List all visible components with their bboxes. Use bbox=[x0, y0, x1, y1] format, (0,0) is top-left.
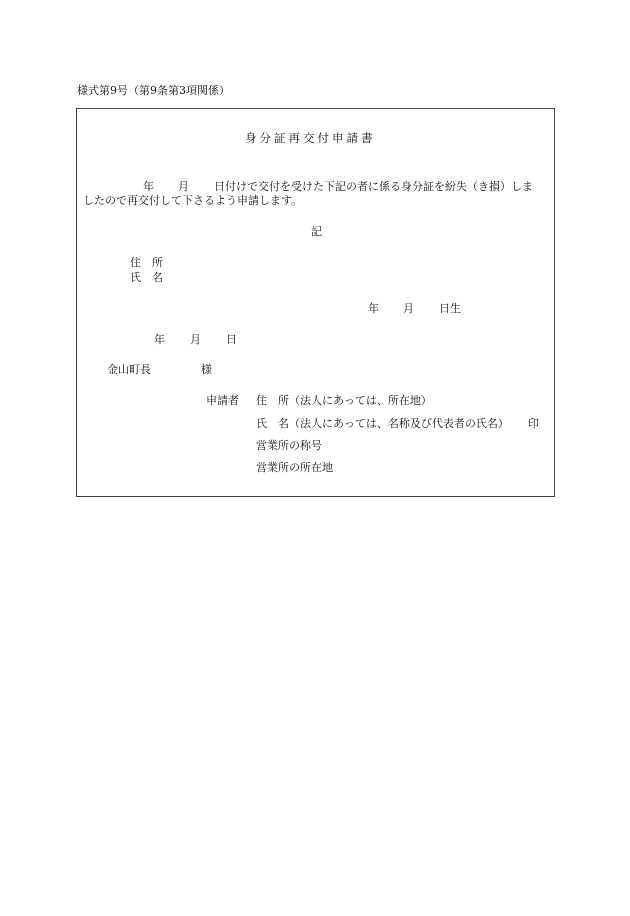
intro-month: 月 bbox=[178, 180, 189, 193]
applicant-name: 氏 名（法人にあっては、名称及び代表者の氏名） bbox=[256, 417, 509, 430]
addressee-honorific: 様 bbox=[201, 363, 212, 376]
applicant-label: 申請者 bbox=[206, 394, 239, 407]
form-title: 身分証再交付申請書 bbox=[245, 131, 376, 145]
office-location: 営業所の所在地 bbox=[256, 461, 333, 474]
subject-name-label: 氏 名 bbox=[130, 271, 163, 284]
applicant-address: 住 所（法人にあっては、所在地） bbox=[256, 394, 432, 407]
seal-mark: 印 bbox=[528, 417, 539, 430]
birth-day: 日生 bbox=[439, 302, 461, 315]
addressee-name: 金山町長 bbox=[107, 363, 151, 376]
ki-label: 記 bbox=[311, 225, 322, 238]
office-name: 営業所の称号 bbox=[256, 439, 322, 452]
date-day: 日 bbox=[226, 333, 237, 346]
intro-line2: したので再交付して下さるよう申請します。 bbox=[83, 194, 303, 207]
intro-year: 年 bbox=[143, 180, 154, 193]
subject-address-label: 住 所 bbox=[130, 256, 163, 269]
form-number: 様式第9号（第9条第3項関係） bbox=[77, 84, 230, 97]
intro-line1: 日付けで交付を受けた下記の者に係る身分証を紛失（き損）しま bbox=[214, 180, 533, 193]
birth-year: 年 bbox=[368, 302, 379, 315]
date-month: 月 bbox=[190, 333, 201, 346]
date-year: 年 bbox=[154, 333, 165, 346]
birth-month: 月 bbox=[403, 302, 414, 315]
